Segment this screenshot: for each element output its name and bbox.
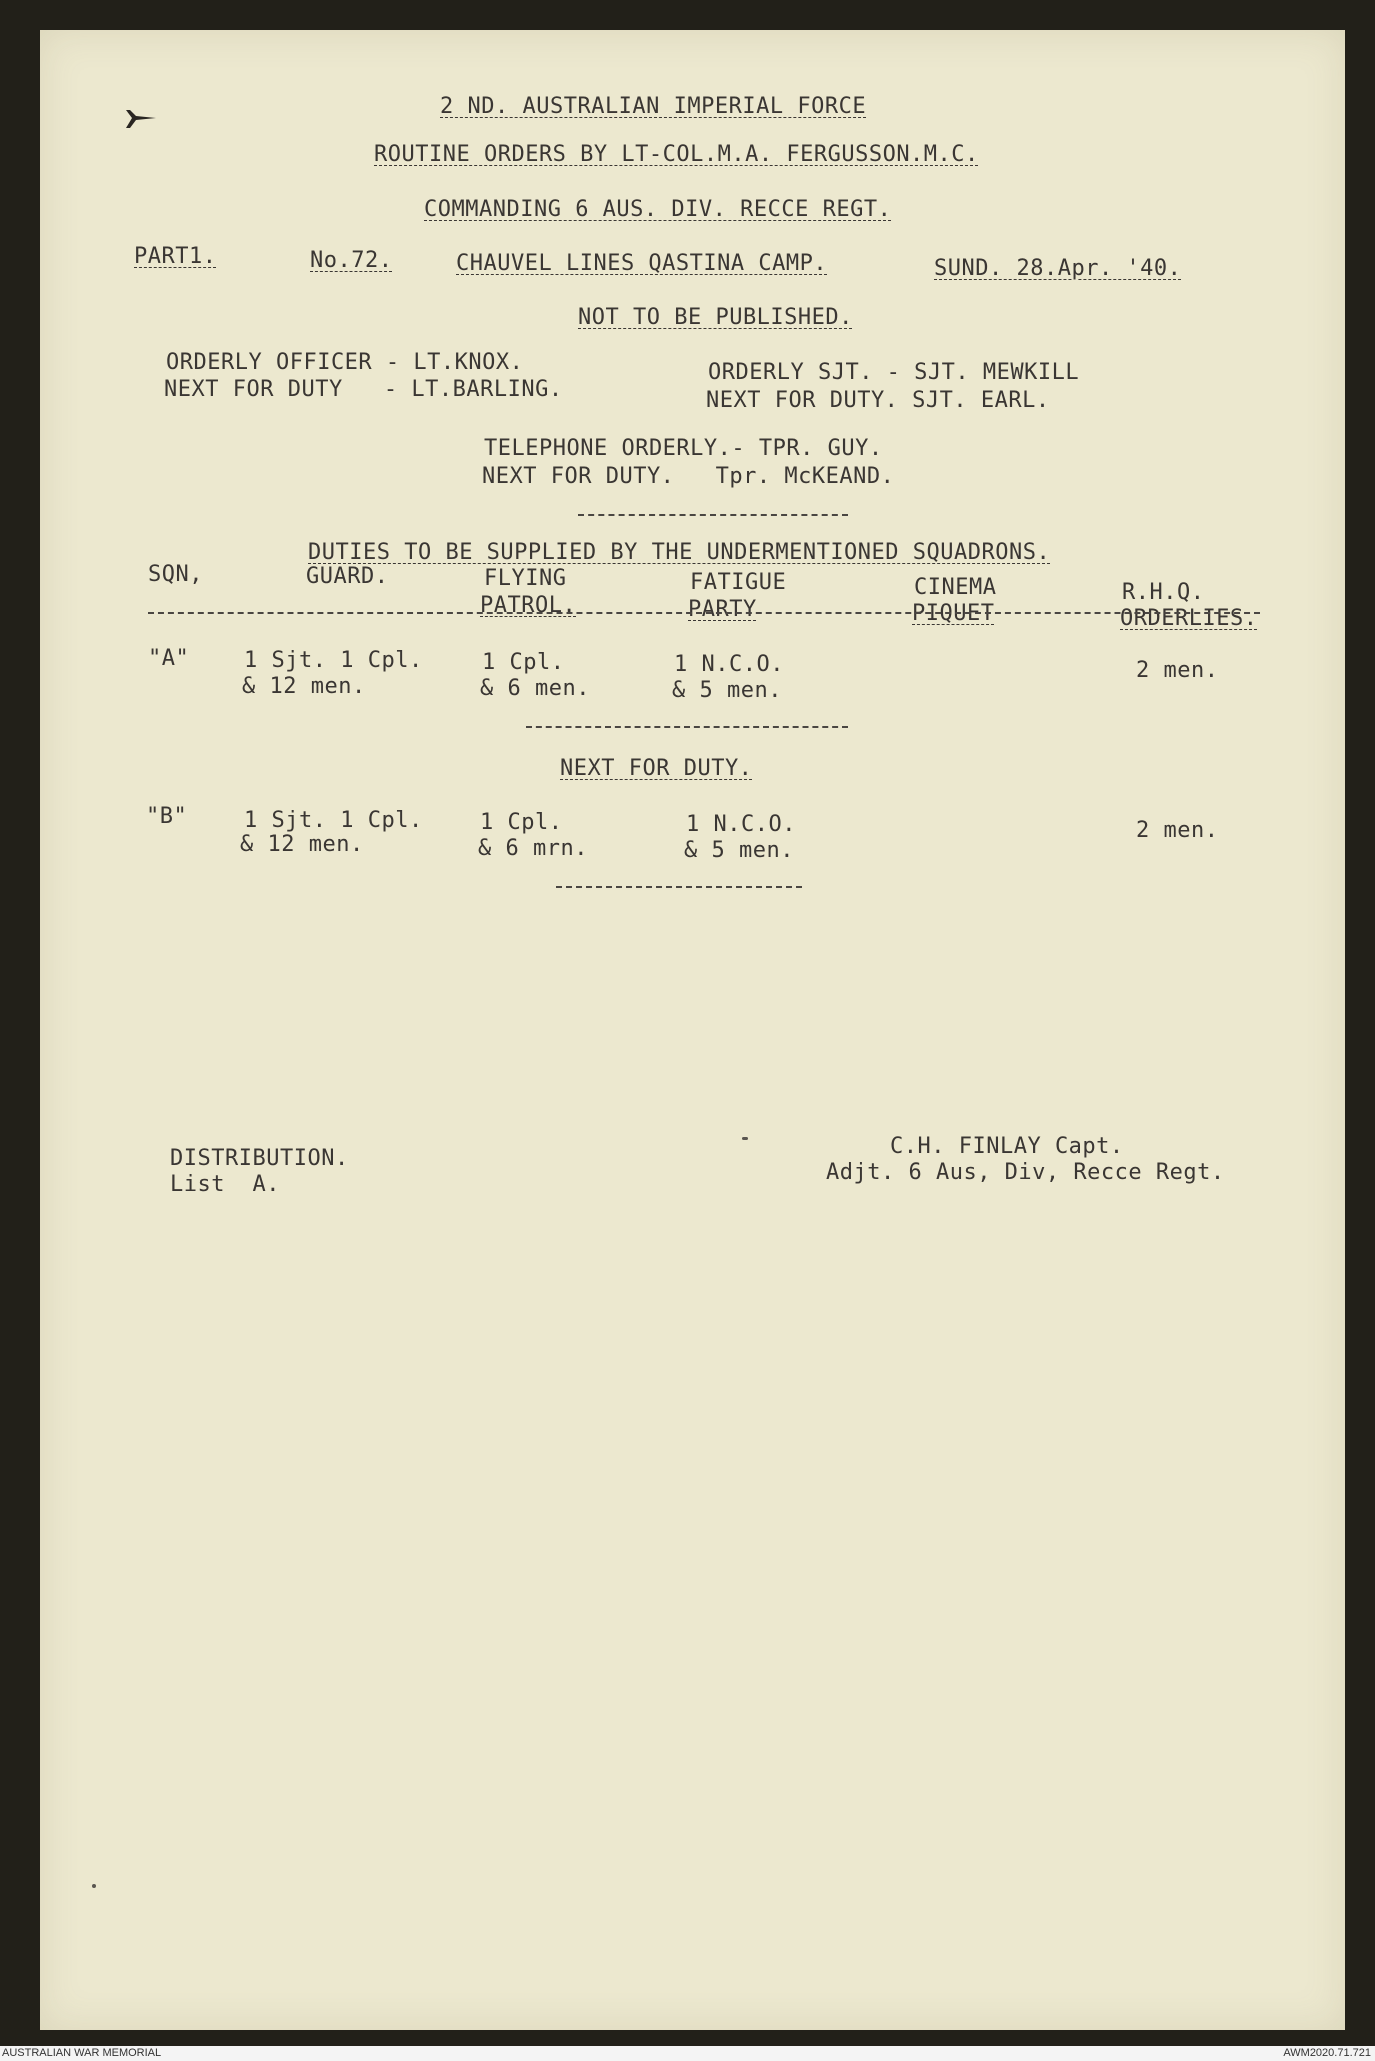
row-a-flying-1: 1 Cpl.: [482, 650, 565, 675]
row-b-rhq: 2 men.: [1136, 818, 1219, 843]
orderly-officer-next: NEXT FOR DUTY - LT.BARLING.: [164, 377, 563, 402]
order-part: PART1.: [134, 244, 217, 269]
col-header-cinema-1: CINEMA: [914, 575, 997, 600]
orderly-sjt: ORDERLY SJT. - SJT. MEWKILL: [708, 360, 1080, 385]
row-b-fatigue-2: & 5 men.: [684, 838, 794, 863]
heading-line-1: 2 ND. AUSTRALIAN IMPERIAL FORCE: [440, 94, 867, 119]
footer-accession: AWM2020.71.721: [1283, 2047, 1371, 2059]
table-header-rule: [148, 612, 1260, 614]
separator-1: [578, 514, 848, 516]
telephone-orderly: TELEPHONE ORDERLY.- TPR. GUY.: [484, 436, 883, 461]
col-header-flying-1: FLYING: [484, 566, 567, 591]
ink-speck-icon: [742, 1137, 748, 1140]
orderly-officer: ORDERLY OFFICER - LT.KNOX.: [166, 350, 524, 375]
heading-line-2: ROUTINE ORDERS BY LT-COL.M.A. FERGUSSON.M.C.: [374, 142, 979, 167]
col-header-rhq-2: ORDERLIES.: [1120, 606, 1258, 631]
col-header-flying-2: PATROL.: [480, 593, 577, 618]
col-header-cinema-2: PIQUET: [912, 601, 995, 626]
order-location: CHAUVEL LINES QASTINA CAMP.: [456, 251, 828, 276]
col-header-fatigue-2: PARTY: [688, 597, 757, 622]
row-a-guard-2: & 12 men.: [242, 674, 366, 699]
not-to-be-published: NOT TO BE PUBLISHED.: [578, 305, 853, 330]
signature-name: C.H. FINLAY Capt.: [890, 1134, 1124, 1159]
col-header-guard: GUARD.: [306, 564, 389, 589]
distribution-line-1: DISTRIBUTION.: [170, 1146, 349, 1171]
pin-mark-icon: [124, 108, 158, 130]
footer-bar: [0, 2046, 1375, 2061]
row-a-sqn: "A": [148, 646, 190, 671]
row-b-sqn: "B": [146, 804, 188, 829]
orderly-sjt-next: NEXT FOR DUTY. SJT. EARL.: [706, 388, 1050, 413]
row-b-guard-1: 1 Sjt. 1 Cpl.: [244, 808, 423, 833]
row-a-rhq: 2 men.: [1136, 658, 1219, 683]
order-number: No.72.: [310, 248, 393, 273]
duties-caption: DUTIES TO BE SUPPLIED BY THE UNDERMENTIONED SQUADRONS.: [308, 540, 1051, 565]
signature-title: Adjt. 6 Aus, Div, Recce Regt.: [826, 1160, 1225, 1185]
telephone-orderly-next: NEXT FOR DUTY. Tpr. McKEAND.: [482, 464, 895, 489]
row-b-guard-2: & 12 men.: [240, 832, 364, 857]
row-a-fatigue-1: 1 N.C.O.: [674, 652, 784, 677]
col-header-fatigue-1: FATIGUE: [690, 570, 787, 595]
order-date: SUND. 28.Apr. '40.: [934, 256, 1182, 281]
distribution-line-2: List A.: [170, 1172, 280, 1197]
row-a-guard-1: 1 Sjt. 1 Cpl.: [244, 648, 423, 673]
next-for-duty-caption: NEXT FOR DUTY.: [560, 756, 753, 781]
col-header-sqn: SQN,: [148, 562, 203, 587]
row-a-fatigue-2: & 5 men.: [672, 678, 782, 703]
row-b-flying-2: & 6 mrn.: [478, 836, 588, 861]
row-a-flying-2: & 6 men.: [480, 676, 590, 701]
row-b-fatigue-1: 1 N.C.O.: [686, 812, 796, 837]
ink-speck-icon: [92, 1884, 96, 1888]
footer-credit: AUSTRALIAN WAR MEMORIAL: [2, 2047, 162, 2059]
row-b-flying-1: 1 Cpl.: [480, 810, 563, 835]
separator-2: [526, 726, 848, 728]
separator-3: [556, 886, 802, 888]
col-header-rhq-1: R.H.Q.: [1122, 580, 1205, 605]
heading-line-3: COMMANDING 6 AUS. DIV. RECCE REGT.: [424, 197, 892, 222]
